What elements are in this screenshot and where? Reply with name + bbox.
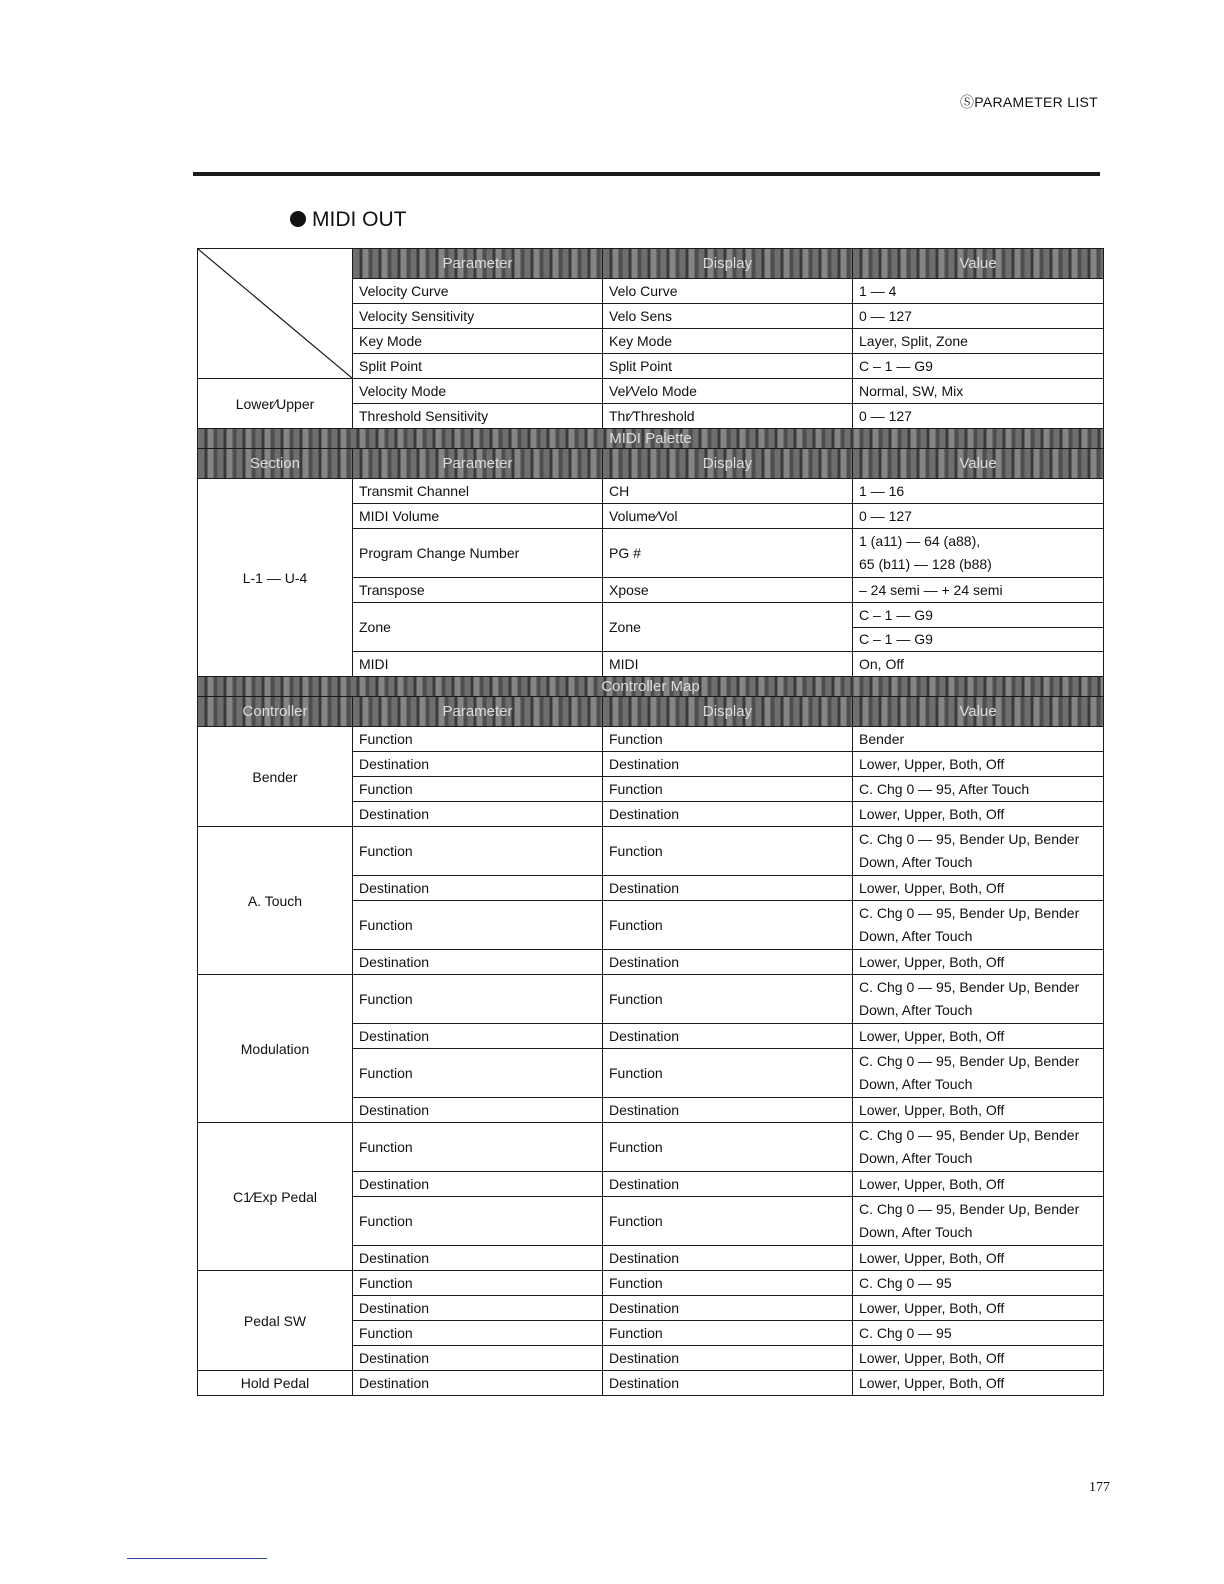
display-cell: Volume∕Vol: [603, 504, 853, 529]
table-row: [198, 249, 1104, 279]
parameter-cell: Destination: [353, 1296, 603, 1321]
parameter-cell: Destination: [353, 1098, 603, 1123]
parameter-cell: Program Change Number: [353, 529, 603, 578]
value-cell: C. Chg 0 — 95: [853, 1321, 1104, 1346]
zone-high-value: C – 1 — G9: [853, 627, 1103, 651]
midi-palette-banner: MIDI Palette: [198, 429, 1104, 449]
value-cell: C. Chg 0 — 95: [853, 1271, 1104, 1296]
display-cell: Split Point: [603, 354, 853, 379]
table-row: [198, 449, 1104, 479]
table-row: [198, 1371, 1104, 1396]
table-row: [198, 697, 1104, 727]
display-cell: Destination: [603, 1371, 853, 1396]
parameter-cell: Destination: [353, 950, 603, 975]
display-cell: MIDI: [603, 652, 853, 677]
parameter-cell: Function: [353, 1123, 603, 1172]
value-cell: C. Chg 0 — 95, Bender Up, Bender Down, After Touch: [853, 827, 1104, 876]
display-cell: Destination: [603, 1346, 853, 1371]
value-cell: C. Chg 0 — 95, Bender Up, Bender Down, After Touch: [853, 901, 1104, 950]
page-header: ⓈPARAMETER LIST: [959, 94, 1098, 110]
header-section: Section: [198, 449, 353, 479]
header-rule: [193, 172, 1100, 176]
display-cell: Destination: [603, 752, 853, 777]
header-controller: Controller: [198, 697, 353, 727]
header-display: Display: [603, 449, 853, 479]
controller-label: A. Touch: [198, 827, 353, 975]
display-cell: Velo Sens: [603, 304, 853, 329]
controller-map-banner: Controller Map: [198, 677, 1104, 697]
section-label: L-1 — U-4: [198, 479, 353, 677]
parameter-cell: Velocity Mode: [353, 379, 603, 404]
value-cell: 1 — 16: [853, 479, 1104, 504]
parameter-cell: Transmit Channel: [353, 479, 603, 504]
controller-label: C1∕Exp Pedal: [198, 1123, 353, 1271]
controller-label: Modulation: [198, 975, 353, 1123]
display-cell: Destination: [603, 802, 853, 827]
table-row: [198, 1123, 1104, 1172]
header-display: Display: [603, 697, 853, 727]
value-cell: Lower, Upper, Both, Off: [853, 1346, 1104, 1371]
parameter-cell: Function: [353, 901, 603, 950]
value-cell: – 24 semi — + 24 semi: [853, 578, 1104, 603]
header-value: Value: [853, 449, 1104, 479]
header-parameter: Parameter: [353, 249, 603, 279]
parameter-cell: Zone: [353, 603, 603, 652]
parameter-cell: Threshold Sensitivity: [353, 404, 603, 429]
table-row: [198, 379, 1104, 404]
display-cell: Destination: [603, 1246, 853, 1271]
display-cell: Destination: [603, 950, 853, 975]
display-cell: Destination: [603, 876, 853, 901]
display-cell: Function: [603, 901, 853, 950]
display-cell: Thr∕Threshold: [603, 404, 853, 429]
table-row: [198, 827, 1104, 876]
parameter-cell: Velocity Sensitivity: [353, 304, 603, 329]
header-value: Value: [853, 697, 1104, 727]
controller-label: Hold Pedal: [198, 1371, 353, 1396]
value-cell: Lower, Upper, Both, Off: [853, 1172, 1104, 1197]
value-line: 1 (a11) — 64 (a88),: [859, 533, 981, 549]
value-cell: Lower, Upper, Both, Off: [853, 752, 1104, 777]
display-cell: Destination: [603, 1296, 853, 1321]
display-cell: Destination: [603, 1172, 853, 1197]
section-label: Lower∕Upper: [198, 379, 353, 429]
value-cell: Bender: [853, 727, 1104, 752]
diagonal-corner-cell: [198, 249, 353, 379]
parameter-cell: Destination: [353, 876, 603, 901]
parameter-cell: Destination: [353, 1371, 603, 1396]
display-cell: Function: [603, 777, 853, 802]
header-display: Display: [603, 249, 853, 279]
value-cell: On, Off: [853, 652, 1104, 677]
header-parameter: Parameter: [353, 697, 603, 727]
display-cell: Function: [603, 727, 853, 752]
value-cell: Lower, Upper, Both, Off: [853, 1296, 1104, 1321]
parameter-cell: Function: [353, 1049, 603, 1098]
page-number: 177: [1089, 1480, 1110, 1495]
display-cell: Function: [603, 827, 853, 876]
value-cell: C. Chg 0 — 95, After Touch: [853, 777, 1104, 802]
value-cell: Layer, Split, Zone: [853, 329, 1104, 354]
section-title: [290, 208, 407, 232]
value-cell: 0 — 127: [853, 504, 1104, 529]
zone-low-value: C – 1 — G9: [859, 606, 933, 623]
parameter-cell: Destination: [353, 1346, 603, 1371]
table-row: [198, 975, 1104, 1024]
display-cell: PG #: [603, 529, 853, 578]
table-row: [198, 479, 1104, 504]
parameter-cell: Destination: [353, 1246, 603, 1271]
value-cell: Lower, Upper, Both, Off: [853, 1098, 1104, 1123]
parameter-cell: Velocity Curve: [353, 279, 603, 304]
value-cell: [853, 529, 1104, 578]
value-cell: Lower, Upper, Both, Off: [853, 1371, 1104, 1396]
table-row: [198, 727, 1104, 752]
parameter-cell: Function: [353, 727, 603, 752]
parameter-cell: Transpose: [353, 578, 603, 603]
display-cell: Destination: [603, 1098, 853, 1123]
value-cell: 0 — 127: [853, 304, 1104, 329]
value-cell: Lower, Upper, Both, Off: [853, 950, 1104, 975]
section-title-text: MIDI OUT: [312, 208, 407, 231]
controller-label: Pedal SW: [198, 1271, 353, 1371]
display-cell: Function: [603, 1123, 853, 1172]
parameter-cell: Function: [353, 975, 603, 1024]
value-cell: C. Chg 0 — 95, Bender Up, Bender Down, After Touch: [853, 1197, 1104, 1246]
value-cell: Lower, Upper, Both, Off: [853, 802, 1104, 827]
display-cell: Vel∕Velo Mode: [603, 379, 853, 404]
footer-line: [127, 1558, 267, 1559]
controller-label: Bender: [198, 727, 353, 827]
value-cell: C – 1 — G9: [853, 354, 1104, 379]
value-cell: Lower, Upper, Both, Off: [853, 876, 1104, 901]
table-row: [198, 677, 1104, 697]
header-parameter: Parameter: [353, 449, 603, 479]
display-cell: Destination: [603, 1024, 853, 1049]
display-cell: Function: [603, 1271, 853, 1296]
bullet-icon: [290, 211, 306, 227]
display-cell: Function: [603, 1197, 853, 1246]
value-cell: [853, 603, 1104, 652]
value-cell: Lower, Upper, Both, Off: [853, 1024, 1104, 1049]
value-cell: C. Chg 0 — 95, Bender Up, Bender Down, After Touch: [853, 975, 1104, 1024]
value-cell: C. Chg 0 — 95, Bender Up, Bender Down, After Touch: [853, 1049, 1104, 1098]
value-cell: Normal, SW, Mix: [853, 379, 1104, 404]
parameter-cell: Destination: [353, 1172, 603, 1197]
parameter-cell: Function: [353, 1321, 603, 1346]
display-cell: Function: [603, 975, 853, 1024]
display-cell: Xpose: [603, 578, 853, 603]
value-line: 65 (b11) — 128 (b88): [859, 556, 992, 572]
parameter-cell: MIDI: [353, 652, 603, 677]
display-cell: Key Mode: [603, 329, 853, 354]
parameter-cell: Function: [353, 1197, 603, 1246]
parameter-cell: Function: [353, 827, 603, 876]
parameter-cell: Key Mode: [353, 329, 603, 354]
value-cell: C. Chg 0 — 95, Bender Up, Bender Down, After Touch: [853, 1123, 1104, 1172]
parameter-cell: Split Point: [353, 354, 603, 379]
parameter-cell: Destination: [353, 752, 603, 777]
display-cell: Velo Curve: [603, 279, 853, 304]
display-cell: CH: [603, 479, 853, 504]
parameter-cell: MIDI Volume: [353, 504, 603, 529]
value-cell: 0 — 127: [853, 404, 1104, 429]
display-cell: Function: [603, 1321, 853, 1346]
parameter-table: [197, 248, 1104, 1396]
value-cell: Lower, Upper, Both, Off: [853, 1246, 1104, 1271]
parameter-cell: Destination: [353, 1024, 603, 1049]
parameter-cell: Destination: [353, 802, 603, 827]
display-cell: Function: [603, 1049, 853, 1098]
parameter-cell: Function: [353, 1271, 603, 1296]
value-cell: 1 — 4: [853, 279, 1104, 304]
table-row: [198, 1271, 1104, 1296]
header-value: Value: [853, 249, 1104, 279]
parameter-cell: Function: [353, 777, 603, 802]
table-row: [198, 429, 1104, 449]
display-cell: Zone: [603, 603, 853, 652]
